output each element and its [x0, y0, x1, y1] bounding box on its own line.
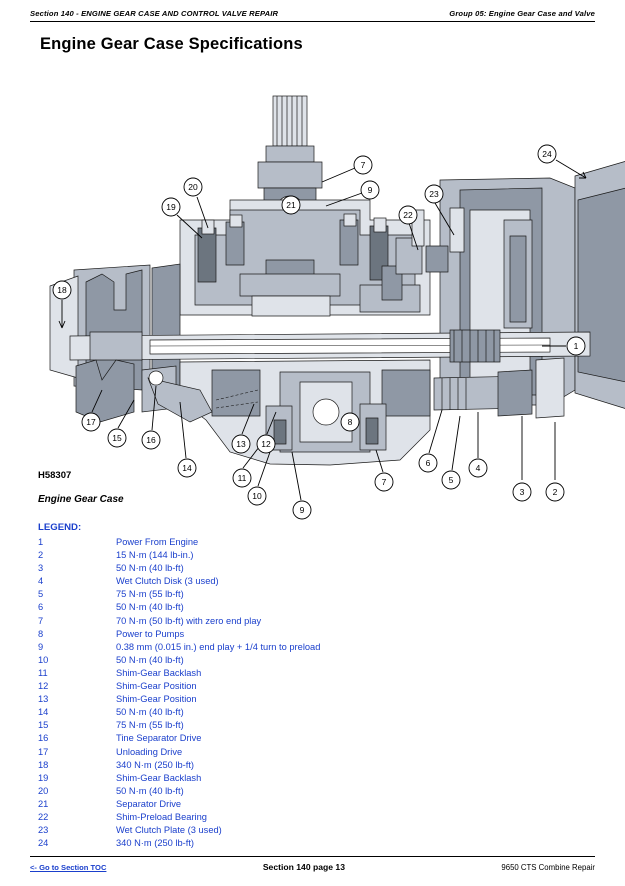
legend-item-text: Shim-Preload Bearing — [116, 811, 207, 822]
figure-id: H58307 — [38, 470, 72, 481]
legend-item-number: 21 — [38, 798, 49, 809]
page-footer — [30, 856, 595, 872]
legend-item-number: 17 — [38, 746, 49, 757]
legend-item-number: 3 — [38, 563, 44, 574]
legend-item-number: 2 — [38, 550, 44, 561]
legend-item-text: 75 N·m (55 lb-ft) — [116, 720, 184, 731]
go-to-section-toc-link[interactable]: <- Go to Section TOC — [30, 863, 107, 872]
svg-text:8: 8 — [347, 417, 353, 427]
svg-text:18: 18 — [57, 285, 67, 295]
svg-text:23: 23 — [429, 189, 439, 199]
legend-item-text: 50 N·m (40 lb-ft) — [116, 563, 184, 574]
svg-text:9: 9 — [367, 185, 373, 195]
svg-text:19: 19 — [166, 202, 176, 212]
legend-item-number: 5 — [38, 589, 44, 600]
legend-item-text: Power to Pumps — [116, 628, 185, 639]
svg-text:15: 15 — [112, 433, 122, 443]
legend-item-number: 18 — [38, 759, 49, 770]
svg-text:20: 20 — [188, 182, 198, 192]
legend-item-text: 340 N·m (250 lb-ft) — [116, 838, 195, 849]
legend-item — [38, 549, 595, 562]
legend-item-number: 11 — [38, 667, 48, 678]
svg-text:3: 3 — [519, 487, 525, 497]
legend-item-number: 19 — [38, 772, 49, 783]
svg-text:22: 22 — [403, 210, 413, 220]
manual-title: 9650 CTS Combine Repair — [501, 863, 595, 872]
legend-item-text: 340 N·m (250 lb-ft) — [116, 759, 195, 770]
legend-item-number: 24 — [38, 838, 49, 849]
legend-item — [38, 615, 595, 628]
svg-text:12: 12 — [261, 439, 271, 449]
svg-text:7: 7 — [381, 477, 387, 487]
legend-item-text: Shim-Gear Position — [116, 694, 197, 705]
legend-item-text: Wet Clutch Disk (3 used) — [116, 576, 219, 587]
legend-item-text: Unloading Drive — [116, 746, 183, 757]
legend-item-number: 13 — [38, 694, 49, 705]
page-number: Section 140 page 13 — [262, 862, 345, 872]
svg-text:24: 24 — [542, 149, 552, 159]
figure-caption: Engine Gear Case — [38, 494, 124, 505]
legend-item-text: Shim-Gear Backlash — [116, 667, 202, 678]
legend-item-text: Tine Separator Drive — [116, 733, 202, 744]
svg-text:14: 14 — [182, 463, 192, 473]
legend-item-number: 15 — [38, 720, 49, 731]
legend-item-number: 4 — [38, 576, 44, 587]
legend-item-text: 50 N·m (40 lb-ft) — [116, 602, 184, 613]
svg-text:9: 9 — [299, 505, 305, 515]
legend-item-number: 14 — [38, 707, 49, 718]
header-group-label: Group 05: Engine Gear Case and Valve — [449, 9, 595, 18]
legend-item-text: Wet Clutch Plate (3 used) — [116, 825, 222, 836]
svg-text:11: 11 — [237, 473, 247, 483]
legend-item — [38, 811, 595, 824]
legend-item — [38, 536, 595, 549]
legend-item — [38, 601, 595, 614]
legend-item-number: 8 — [38, 628, 44, 639]
legend-item-number: 7 — [38, 615, 44, 626]
header-section-label: Section 140 - ENGINE GEAR CASE AND CONTROL VALVE REPAIR — [30, 9, 279, 18]
legend-item — [38, 759, 595, 772]
legend-item-number: 20 — [38, 785, 49, 796]
legend-title: LEGEND: — [38, 522, 82, 533]
legend-item-text: 70 N·m (50 lb-ft) with zero end play — [116, 615, 262, 626]
svg-text:17: 17 — [86, 417, 96, 427]
legend-item-text: Separator Drive — [116, 798, 182, 809]
legend-item — [38, 680, 595, 693]
legend-item-text: Power From Engine — [116, 537, 199, 547]
legend-item-text: Shim-Gear Position — [116, 681, 197, 692]
legend-item-text: 0.38 mm (0.015 in.) end play + 1/4 turn to preload — [116, 641, 321, 652]
legend-item-number: 6 — [38, 602, 44, 613]
svg-text:6: 6 — [425, 458, 431, 468]
legend-item-text: Shim-Gear Backlash — [116, 772, 202, 783]
legend-item-text: 15 N·m (144 lb-in.) — [116, 550, 194, 561]
legend-item — [38, 641, 595, 654]
legend-item — [38, 837, 595, 850]
legend-item — [38, 588, 595, 601]
svg-text:13: 13 — [236, 439, 246, 449]
legend-item — [38, 785, 595, 798]
legend-item — [38, 654, 595, 667]
legend-item — [38, 562, 595, 575]
page-header — [30, 0, 595, 22]
legend-item — [38, 628, 595, 641]
legend-item — [38, 746, 595, 759]
legend-item — [38, 667, 595, 680]
legend-item-text: 50 N·m (40 lb-ft) — [116, 654, 184, 665]
legend-item — [38, 824, 595, 837]
legend-item-text: 50 N·m (40 lb-ft) — [116, 785, 184, 796]
legend-item — [38, 772, 595, 785]
svg-text:5: 5 — [448, 475, 454, 485]
svg-text:2: 2 — [552, 487, 558, 497]
legend-item — [38, 706, 595, 719]
page-title: Engine Gear Case Specifications — [40, 35, 303, 53]
legend-item-number: 12 — [38, 681, 49, 692]
legend — [38, 522, 595, 850]
legend-item-number: 10 — [38, 654, 49, 665]
svg-text:21: 21 — [286, 200, 296, 210]
svg-text:7: 7 — [360, 160, 366, 170]
legend-item-number: 9 — [38, 641, 44, 652]
legend-item-text: 50 N·m (40 lb-ft) — [116, 707, 184, 718]
svg-text:10: 10 — [252, 491, 262, 501]
legend-item — [38, 732, 595, 745]
legend-item — [38, 719, 595, 732]
legend-item — [38, 798, 595, 811]
legend-item-number: 1 — [38, 537, 44, 547]
svg-text:1: 1 — [573, 341, 579, 351]
legend-item-number: 16 — [38, 733, 49, 744]
svg-text:16: 16 — [146, 435, 156, 445]
legend-item-number: 23 — [38, 825, 49, 836]
svg-text:4: 4 — [475, 463, 481, 473]
legend-item-text: 75 N·m (55 lb-ft) — [116, 589, 184, 600]
legend-item-number: 22 — [38, 811, 49, 822]
legend-item — [38, 575, 595, 588]
legend-item — [38, 693, 595, 706]
